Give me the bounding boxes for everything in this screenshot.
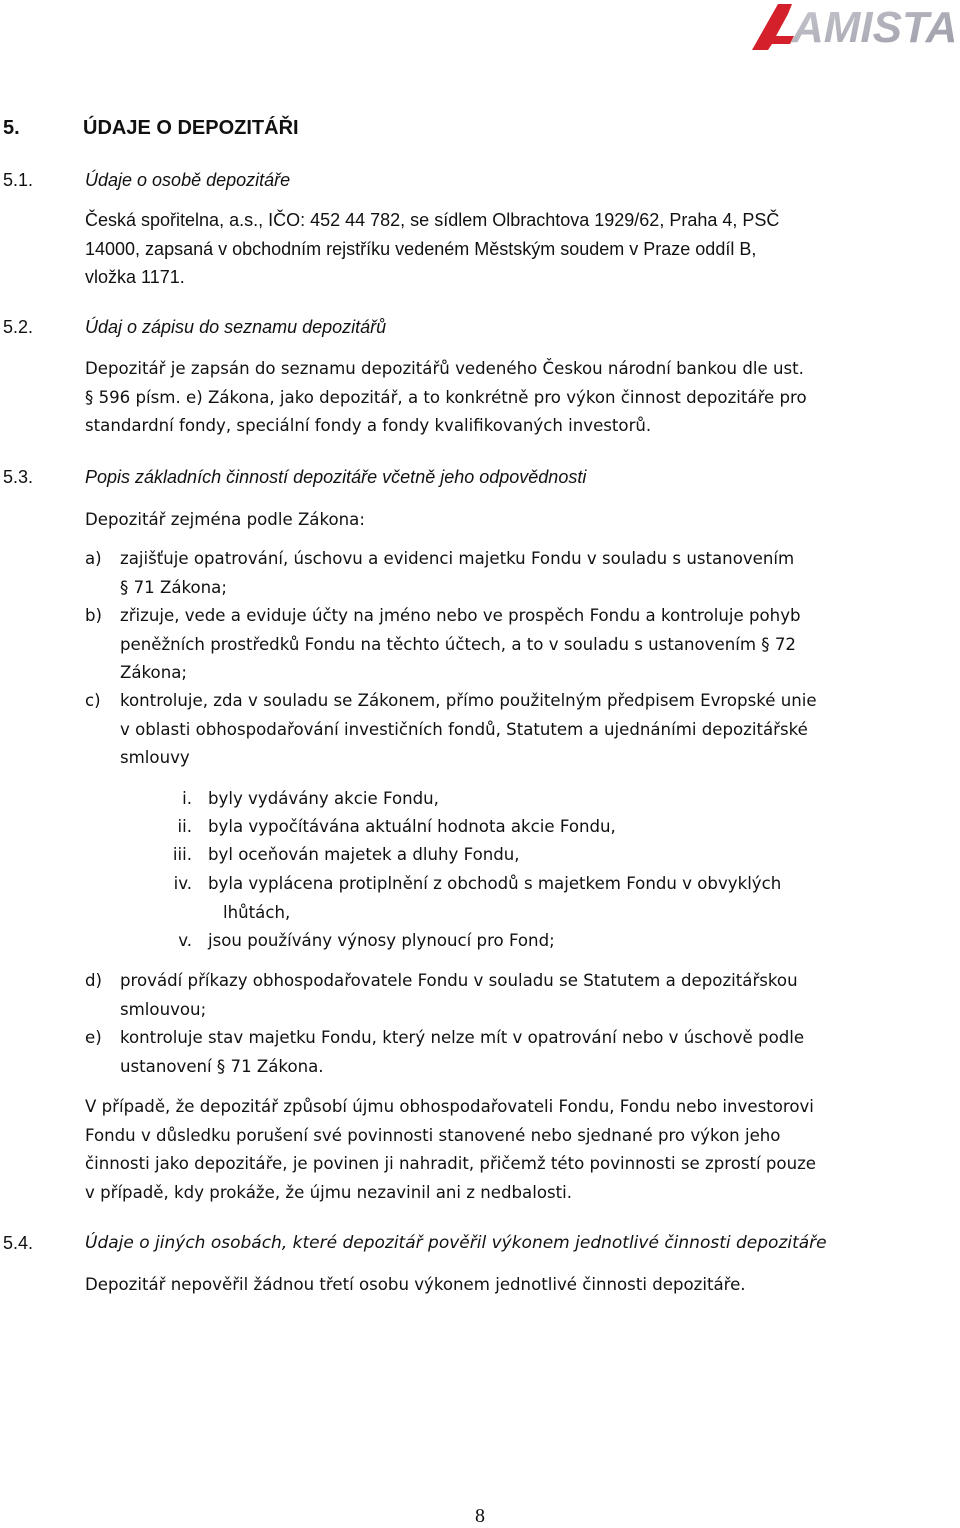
delegation-paragraph: Depozitář nepověřil žádnou třetí osobu výkonem jednotlivé činnosti depozitáře. (85, 1275, 746, 1294)
list-item: b) zřizuje, vede a eviduje účty na jméno nebo ve prospěch Fondu a kontroluje pohyb peněžních prostředků Fondu na těchto účtech, a to v souladu s ustanovením § 72 Zákona; (85, 606, 801, 682)
section-number: 5. (3, 117, 20, 139)
subsection-number: 5.3. (3, 467, 34, 487)
list-item: a) zajišťuje opatrování, úschovu a evidenci majetku Fondu v souladu s ustanovením § 71 Zákona; (85, 549, 795, 597)
section-heading (3, 117, 299, 140)
subsection-title: Údaje o jiných osobách, které depozitář pověřil výkonem jednotlivé činnosti depozitáře (85, 1233, 827, 1253)
subsection-title: Údaje o osobě depozitáře (85, 170, 291, 190)
subsection-number: 5.4. (3, 1233, 34, 1253)
sub-list-item: iv. byla vyplácena protiplnění z obchodů s majetkem Fondu v obvyklých lhůtách, (173, 874, 782, 922)
sub-list-item: i. byly vydávány akcie Fondu, (182, 789, 439, 808)
registration-paragraph: Depozitář je zapsán do seznamu depozitářů vedeného Českou národní bankou dle ust. § 596 písm. e) Zákona, jako depozitář, a to konkrétně pro výkon činnost depozitáře pro standardní fondy, speciální fondy a fondy kvalifikovaných investorů. (85, 359, 807, 435)
subsection-number: 5.2. (3, 317, 34, 337)
list-item: e) kontroluje stav majetku Fondu, který nelze mít v opatrování nebo v úschově podle ustanovení § 71 Zákona. (85, 1028, 805, 1076)
section-title: ÚDAJE O DEPOZITÁŘI (83, 117, 299, 139)
page-number: 8 (475, 1505, 485, 1527)
subsection-title: Popis základních činností depozitáře včetně jeho odpovědnosti (85, 467, 587, 487)
svg-text:AMISTA: AMISTA (792, 3, 958, 52)
sub-list-item: v. jsou používány výnosy plynoucí pro Fond; (178, 931, 555, 950)
list-item: c) kontroluje, zda v souladu se Zákonem, přímo použitelným předpisem Evropské unie v oblasti obhospodařování investičních fondů, Statutem a ujednáními depozitářské smlouvy (85, 691, 817, 767)
amista-logo (748, 0, 960, 54)
subsection-title: Údaj o zápisu do seznamu depozitářů (85, 317, 387, 337)
sub-list-item: iii. byl oceňován majetek a dluhy Fondu, (172, 845, 520, 864)
sub-list-item: ii. byla vypočítávána aktuální hodnota akcie Fondu, (177, 817, 616, 836)
list-item: d) provádí příkazy obhospodařovatele Fondu v souladu se Statutem a depozitářskou smlouvou; (85, 971, 798, 1019)
depositary-identity: Česká spořitelna, a.s., IČO: 452 44 782, se sídlem Olbrachtova 1929/62, Praha 4, PSČ 14000, zapsaná v obchodním rejstříku vedeném Městským soudem v Praze oddíl B, vložka 1171. (85, 210, 780, 287)
liability-paragraph: V případě, že depozitář způsobí újmu obhospodařovateli Fondu, Fondu nebo investorovi Fondu v důsledku porušení své povinnosti stanovené nebo sjednané pro výkon jeho činnosti jako depozitáře, je povinen ji nahradit, přičemž této povinnosti se zprostí pouze v případě, kdy prokáže, že újmu nezavinil ani z nedbalosti. (85, 1097, 817, 1202)
subsection-number: 5.1. (3, 170, 34, 190)
activities-intro: Depozitář zejména podle Zákona: (85, 510, 365, 529)
